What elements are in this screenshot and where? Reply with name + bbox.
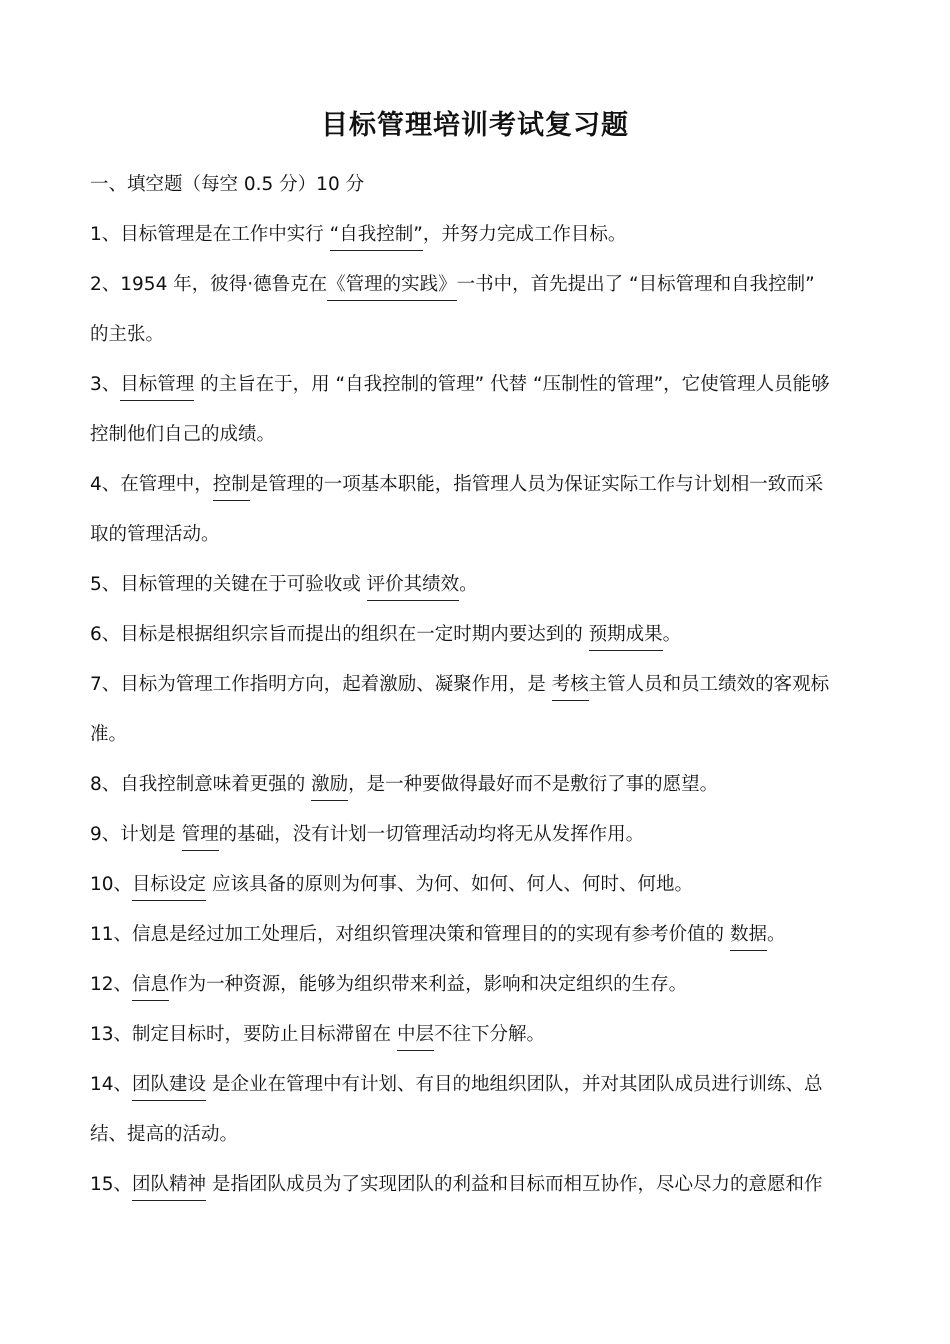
- question-text: 12、: [90, 974, 133, 995]
- question-text: 10、: [90, 874, 133, 895]
- question-text: 。: [766, 924, 786, 945]
- question-11: [90, 920, 785, 951]
- question-text: 3、: [90, 374, 121, 395]
- question-text: 9、计划是: [90, 824, 182, 845]
- question-10: [90, 870, 693, 901]
- answer-blank: 评价其绩效: [367, 570, 460, 601]
- answer-blank: 团队建设: [132, 1070, 206, 1101]
- question-text: 15、: [90, 1174, 133, 1195]
- answer-blank: 激励: [311, 770, 348, 801]
- question-text: 14、: [90, 1074, 133, 1095]
- question-text: 一书中，首先提出了 “目标管理和自我控制”: [456, 274, 815, 295]
- question-text: 应该具备的原则为何事、为何、如何、何人、何时、何地。: [206, 874, 693, 895]
- question-text: ，是一种要做得最好而不是敷衍了事的愿望。: [348, 774, 719, 795]
- question-text: 5、目标管理的关键在于可验收或: [90, 574, 367, 595]
- answer-blank: 信息: [132, 970, 169, 1001]
- answer-blank: 目标管理: [120, 370, 194, 401]
- question-text: 。: [459, 574, 478, 595]
- question-text: 是企业在管理中有计划、有目的地组织团队，并对其团队成员进行训练、总: [206, 1074, 823, 1095]
- answer-blank: “自我控制”: [330, 220, 423, 251]
- question-13: [90, 1020, 545, 1051]
- answer-blank: 控制: [213, 470, 250, 501]
- section-heading: 一、填空题（每空 0.5 分）10 分: [90, 174, 365, 195]
- question-text: 11、信息是经过加工处理后，对组织管理决策和管理目的的实现有参考价值的: [90, 924, 730, 945]
- question-text: 13、制定目标时，要防止目标滞留在: [90, 1024, 397, 1045]
- question-text: 。: [662, 624, 682, 645]
- question-3-continued: 控制他们自己的成绩。: [90, 424, 276, 445]
- question-2-continued: 的主张。: [90, 324, 165, 345]
- question-7: [90, 670, 829, 701]
- question-text: 的基础，没有计划一切管理活动均将无从发挥作用。: [218, 824, 645, 845]
- question-4: [90, 470, 823, 501]
- question-8: [90, 770, 718, 801]
- question-text: 6、目标是根据组织宗旨而提出的组织在一定时期内要达到的: [90, 624, 589, 645]
- question-text: 不往下分解。: [433, 1024, 545, 1045]
- question-text: 主管人员和员工绩效的客观标: [588, 674, 830, 695]
- question-14-continued: 结、提高的活动。: [90, 1124, 239, 1145]
- answer-blank: 目标设定: [132, 870, 206, 901]
- question-5: [90, 570, 478, 601]
- question-text: 1、目标管理是在工作中实行: [90, 224, 330, 245]
- question-7-continued: 准。: [90, 724, 128, 745]
- question-text: 是管理的一项基本职能，指管理人员为保证实际工作与计划相一致而采: [249, 474, 824, 495]
- question-text: 是指团队成员为了实现团队的利益和目标而相互协作，尽心尽力的意愿和作: [206, 1174, 823, 1195]
- answer-blank: 中层: [397, 1020, 434, 1051]
- answer-blank: 管理: [182, 820, 219, 851]
- question-text: 2、1954 年，彼得·德鲁克在: [90, 274, 328, 295]
- question-15: [90, 1170, 822, 1201]
- answer-blank: 团队精神: [132, 1170, 206, 1201]
- question-14: [90, 1070, 822, 1101]
- question-text: 作为一种资源，能够为组织带来利益，影响和决定组织的生存。: [169, 974, 688, 995]
- question-text: 7、目标为管理工作指明方向，起着激励、凝聚作用，是: [90, 674, 552, 695]
- answer-blank: 考核: [552, 670, 589, 701]
- answer-blank: 数据: [730, 920, 767, 951]
- question-12: [90, 970, 687, 1001]
- question-3: [90, 370, 830, 401]
- answer-blank: 《管理的实践》: [327, 270, 457, 301]
- question-text: 4、在管理中，: [90, 474, 213, 495]
- page-title: 目标管理培训考试复习题: [321, 110, 629, 141]
- question-text: 8、自我控制意味着更强的: [90, 774, 312, 795]
- question-text: 的主旨在于，用 “自我控制的管理” 代替 “压制性的管理”，它使管理人员能够: [194, 374, 830, 395]
- question-6: [90, 620, 681, 651]
- question-9: [90, 820, 644, 851]
- question-text: ，并努力完成工作目标。: [422, 224, 627, 245]
- answer-blank: 预期成果: [589, 620, 663, 651]
- question-2: [90, 270, 815, 301]
- question-4-continued: 取的管理活动。: [90, 524, 220, 545]
- question-1: [90, 220, 626, 251]
